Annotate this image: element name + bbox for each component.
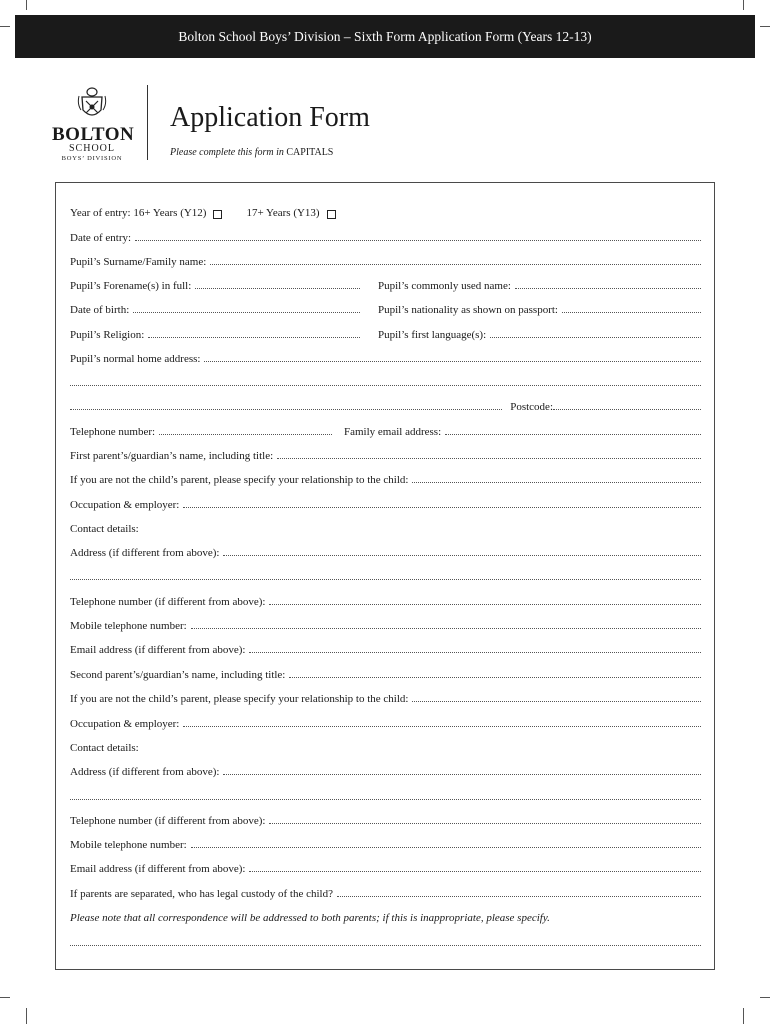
dob-field[interactable] bbox=[133, 312, 360, 313]
year-entry-label: Year of entry: 16+ Years (Y12) bbox=[70, 207, 207, 219]
row-parent1-relationship bbox=[70, 470, 701, 486]
parent2-name-field[interactable] bbox=[289, 677, 701, 678]
row-parent1-name bbox=[70, 446, 701, 462]
subtitle-italic: Please complete this form in bbox=[170, 147, 284, 158]
telephone-label: Telephone number: bbox=[70, 426, 156, 438]
parent1-address-field-line-2[interactable] bbox=[70, 579, 701, 580]
row-telephone bbox=[70, 422, 701, 438]
parent2-email-field[interactable] bbox=[249, 871, 701, 872]
parent1-contact-label: Contact details: bbox=[70, 523, 139, 535]
parent2-address-field[interactable] bbox=[223, 774, 701, 775]
dob-label: Date of birth: bbox=[70, 304, 130, 316]
checkbox-y12[interactable] bbox=[213, 210, 222, 219]
parent1-email-label: Email address (if different from above): bbox=[70, 644, 246, 656]
home-address-label: Pupil’s normal home address: bbox=[70, 353, 201, 365]
row-parent2-occupation bbox=[70, 714, 701, 730]
parent1-name-field[interactable] bbox=[277, 458, 701, 459]
nationality-field[interactable] bbox=[562, 312, 701, 313]
row-year-of-entry bbox=[70, 203, 701, 219]
row-parent1-address bbox=[70, 543, 701, 559]
postcode-label: Postcode: bbox=[510, 401, 553, 413]
correspondence-note: Please note that all correspondence will be addressed to both parents; if this is inappropriate, please specify. bbox=[70, 912, 550, 924]
custody-label: If parents are separated, who has legal custody of the child? bbox=[70, 888, 333, 900]
parent1-mobile-label: Mobile telephone number: bbox=[70, 620, 187, 632]
parent1-tel-label: Telephone number (if different from above): bbox=[70, 596, 266, 608]
parent2-relationship-label: If you are not the child’s parent, please specify your relationship to the child: bbox=[70, 693, 409, 705]
checkbox-y13[interactable] bbox=[327, 210, 336, 219]
home-address-field-line-3[interactable] bbox=[70, 409, 502, 410]
parent1-mobile-field[interactable] bbox=[191, 628, 701, 629]
crest-icon bbox=[77, 86, 107, 122]
row-custody bbox=[70, 884, 701, 900]
row-parent2-address bbox=[70, 762, 701, 778]
home-address-field-line-2[interactable] bbox=[70, 385, 701, 386]
date-of-entry-label: Date of entry: bbox=[70, 232, 132, 244]
row-religion bbox=[70, 325, 701, 341]
parent1-occupation-label: Occupation & employer: bbox=[70, 499, 180, 511]
parent2-email-label: Email address (if different from above): bbox=[70, 863, 246, 875]
family-email-label: Family email address: bbox=[344, 426, 442, 438]
first-language-label: Pupil’s first language(s): bbox=[378, 329, 487, 341]
row-home-address-2 bbox=[70, 373, 701, 389]
row-parent2-name bbox=[70, 665, 701, 681]
row-parent2-mobile bbox=[70, 835, 701, 851]
parent1-relationship-field[interactable] bbox=[412, 482, 701, 483]
row-note bbox=[70, 908, 701, 924]
parent2-name-label: Second parent’s/guardian’s name, including title: bbox=[70, 669, 286, 681]
banner-text: Bolton School Boys’ Division – Sixth Form Application Form (Years 12-13) bbox=[178, 28, 592, 44]
correspondence-note-field[interactable] bbox=[70, 945, 701, 946]
row-parent1-contact bbox=[70, 519, 701, 535]
crop-mark bbox=[0, 26, 10, 27]
row-parent2-tel bbox=[70, 811, 701, 827]
parent1-address-label: Address (if different from above): bbox=[70, 547, 220, 559]
row-postcode bbox=[70, 397, 701, 413]
first-language-field[interactable] bbox=[490, 337, 701, 338]
parent2-relationship-field[interactable] bbox=[412, 701, 701, 702]
parent1-occupation-field[interactable] bbox=[183, 507, 701, 508]
row-parent1-occupation bbox=[70, 495, 701, 511]
religion-field[interactable] bbox=[148, 337, 360, 338]
crop-mark bbox=[760, 26, 770, 27]
parent2-contact-label: Contact details: bbox=[70, 742, 139, 754]
parent2-tel-field[interactable] bbox=[269, 823, 701, 824]
row-surname bbox=[70, 252, 701, 268]
common-name-field[interactable] bbox=[515, 288, 701, 289]
row-parent2-address-2 bbox=[70, 787, 701, 803]
parent1-name-label: First parent’s/guardian’s name, including title: bbox=[70, 450, 274, 462]
crop-mark bbox=[26, 1008, 27, 1024]
row-parent1-email bbox=[70, 640, 701, 656]
row-date-of-entry bbox=[70, 228, 701, 244]
parent2-mobile-label: Mobile telephone number: bbox=[70, 839, 187, 851]
crop-mark bbox=[26, 0, 27, 10]
year-option-y13: 17+ Years (Y13) bbox=[246, 207, 320, 219]
custody-field[interactable] bbox=[337, 896, 701, 897]
subtitle-caps: CAPITALS bbox=[286, 147, 334, 158]
parent1-email-field[interactable] bbox=[249, 652, 701, 653]
row-parent2-relationship bbox=[70, 689, 701, 705]
family-email-field[interactable] bbox=[445, 434, 701, 435]
row-note-answer bbox=[70, 933, 701, 949]
row-parent1-tel bbox=[70, 592, 701, 608]
forenames-label: Pupil’s Forename(s) in full: bbox=[70, 280, 192, 292]
telephone-field[interactable] bbox=[159, 434, 332, 435]
logo-sub2: BOYS’ DIVISION bbox=[61, 155, 123, 162]
row-forenames bbox=[70, 276, 701, 292]
row-parent1-address-2 bbox=[70, 567, 701, 583]
header-banner bbox=[15, 15, 755, 58]
crop-mark bbox=[0, 997, 10, 998]
surname-label: Pupil’s Surname/Family name: bbox=[70, 256, 207, 268]
forenames-field[interactable] bbox=[195, 288, 360, 289]
parent2-address-field-line-2[interactable] bbox=[70, 799, 701, 800]
logo-sub: SCHOOL bbox=[68, 143, 115, 154]
parent1-relationship-label: If you are not the child’s parent, please specify your relationship to the child: bbox=[70, 474, 409, 486]
crop-mark bbox=[743, 1008, 744, 1024]
row-home-address bbox=[70, 349, 701, 365]
row-parent1-mobile bbox=[70, 616, 701, 632]
logo-name: BOLTON bbox=[52, 124, 135, 145]
parent2-tel-label: Telephone number (if different from above): bbox=[70, 815, 266, 827]
crop-mark bbox=[743, 0, 744, 10]
religion-label: Pupil’s Religion: bbox=[70, 329, 145, 341]
row-parent2-email bbox=[70, 859, 701, 875]
parent2-address-label: Address (if different from above): bbox=[70, 766, 220, 778]
home-address-field[interactable] bbox=[204, 361, 701, 362]
parent2-occupation-field[interactable] bbox=[183, 726, 701, 727]
parent1-address-field[interactable] bbox=[223, 555, 701, 556]
parent2-occupation-label: Occupation & employer: bbox=[70, 718, 180, 730]
page-title: Application Form bbox=[170, 102, 370, 133]
parent2-mobile-field[interactable] bbox=[191, 847, 701, 848]
common-name-label: Pupil’s commonly used name: bbox=[378, 280, 511, 292]
crop-mark bbox=[760, 997, 770, 998]
header-divider bbox=[147, 85, 148, 160]
postcode-field[interactable] bbox=[553, 409, 701, 410]
page-subtitle bbox=[170, 147, 333, 158]
parent1-tel-field[interactable] bbox=[269, 604, 701, 605]
surname-field[interactable] bbox=[210, 264, 701, 265]
row-dob bbox=[70, 300, 701, 316]
date-of-entry-field[interactable] bbox=[135, 240, 701, 241]
nationality-label: Pupil’s nationality as shown on passport: bbox=[378, 304, 558, 316]
row-parent2-contact bbox=[70, 738, 701, 754]
school-logo bbox=[52, 86, 135, 163]
